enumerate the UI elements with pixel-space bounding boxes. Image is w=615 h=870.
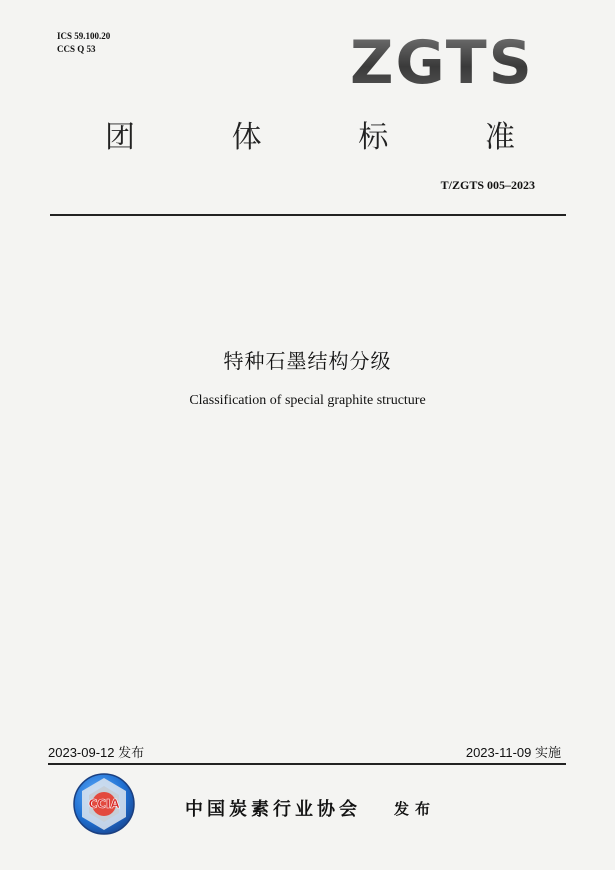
seal-text: CCIA — [88, 797, 120, 811]
bottom-divider — [48, 763, 566, 765]
title-english: Classification of special graphite structure — [189, 393, 426, 408]
ccia-seal-logo — [72, 772, 136, 836]
zgts-logo: ZGTS — [350, 28, 534, 98]
standard-type-char: 体 — [231, 120, 262, 155]
issuing-organization: 中国炭素行业协会 — [185, 799, 361, 820]
standard-number: T/ZGTS 005–2023 — [440, 178, 535, 192]
standard-type-heading — [105, 118, 515, 158]
ics-code: ICS 59.100.20 — [57, 31, 111, 41]
title-chinese: 特种石墨结构分级 — [223, 349, 392, 373]
standard-type-char: 准 — [484, 120, 515, 155]
standard-type-char: 团 — [105, 120, 135, 155]
ccs-code: CCS Q 53 — [57, 44, 96, 54]
publish-date: 2023-09-12 发布 — [48, 745, 145, 760]
implement-date: 2023-11-09 实施 — [465, 745, 561, 760]
classification-codes — [57, 30, 110, 56]
top-divider — [50, 214, 566, 216]
issue-label: 发布 — [394, 800, 437, 818]
standard-type-char: 标 — [358, 120, 389, 155]
